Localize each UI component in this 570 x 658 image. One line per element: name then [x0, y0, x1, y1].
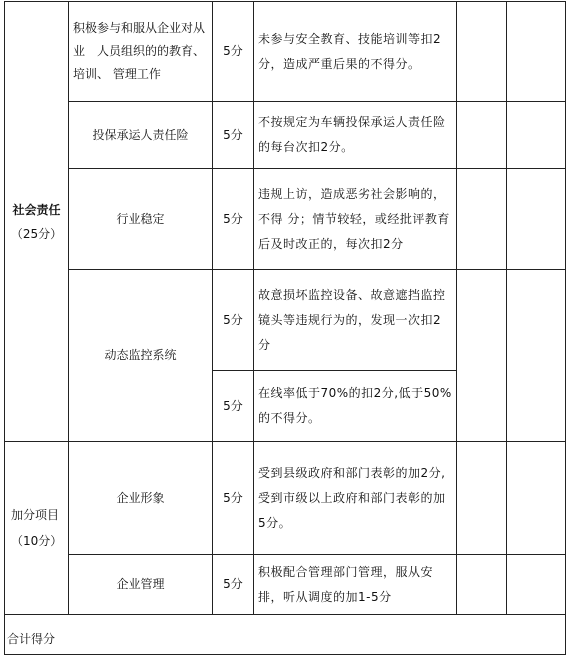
- category-cell-social: [5, 2, 69, 442]
- standard-cell: 在线率低于70%的扣2分,低于50%的不得分。: [254, 371, 457, 442]
- standard-cell: 未参与安全教育、技能培训等扣2分，造成严重后果的不得分。: [254, 2, 457, 102]
- item-cell: 企业管理: [69, 555, 213, 615]
- score-cell: 5分: [213, 371, 254, 442]
- assessed-score-cell: [507, 169, 566, 270]
- item-cell: 积极参与和服从企业对从业 人员组织的的教育、培训、 管理工作: [69, 2, 213, 102]
- item-cell: 投保承运人责任险: [69, 102, 213, 169]
- item-cell: 企业形象: [69, 442, 213, 555]
- assessed-score-cell: [507, 270, 566, 442]
- category-name: 社会责任: [12, 202, 61, 217]
- self-score-cell: [457, 555, 507, 615]
- score-cell: 5分: [213, 102, 254, 169]
- item-cell: 动态监控系统: [69, 270, 213, 442]
- score-cell: 5分: [213, 442, 254, 555]
- standard-cell: 违规上访，造成恶劣社会影响的，不得 分；情节较轻，或经批评教育后及时改正的，每次扣2分: [254, 169, 457, 270]
- scoring-table-wrapper: [4, 1, 566, 655]
- assessed-score-cell: [507, 102, 566, 169]
- table-row: [5, 102, 566, 169]
- self-score-cell: [457, 2, 507, 102]
- assessed-score-cell: [507, 2, 566, 102]
- score-cell: 5分: [213, 555, 254, 615]
- category-cell-bonus: 加分项目（10分）: [5, 442, 69, 615]
- assessed-score-cell: [507, 442, 566, 555]
- table-row: [5, 270, 566, 371]
- category-points: （25分）: [10, 226, 63, 241]
- self-score-cell: [457, 442, 507, 555]
- standard-cell: 受到县级政府和部门表彰的加2分,受到市级以上政府和部门表彰的加5分。: [254, 442, 457, 555]
- table-row: [5, 2, 566, 102]
- self-score-cell: [457, 169, 507, 270]
- standard-cell: 故意损坏监控设备、故意遮挡监控镜头等违规行为的，发现一次扣2分: [254, 270, 457, 371]
- table-row: [5, 442, 566, 555]
- total-row: [5, 615, 566, 655]
- standard-cell: 不按规定为车辆投保承运人责任险的每台次扣2分。: [254, 102, 457, 169]
- score-cell: 5分: [213, 169, 254, 270]
- table-row: [5, 555, 566, 615]
- score-cell: 5分: [213, 2, 254, 102]
- standard-cell: 积极配合管理部门管理，服从安排，听从调度的加1-5分: [254, 555, 457, 615]
- item-cell: 行业稳定: [69, 169, 213, 270]
- self-score-cell: [457, 102, 507, 169]
- scoring-table: [4, 1, 566, 655]
- self-score-cell: [457, 270, 507, 442]
- table-row: [5, 169, 566, 270]
- assessed-score-cell: [507, 555, 566, 615]
- score-cell: 5分: [213, 270, 254, 371]
- total-score-cell: 合计得分: [5, 615, 566, 655]
